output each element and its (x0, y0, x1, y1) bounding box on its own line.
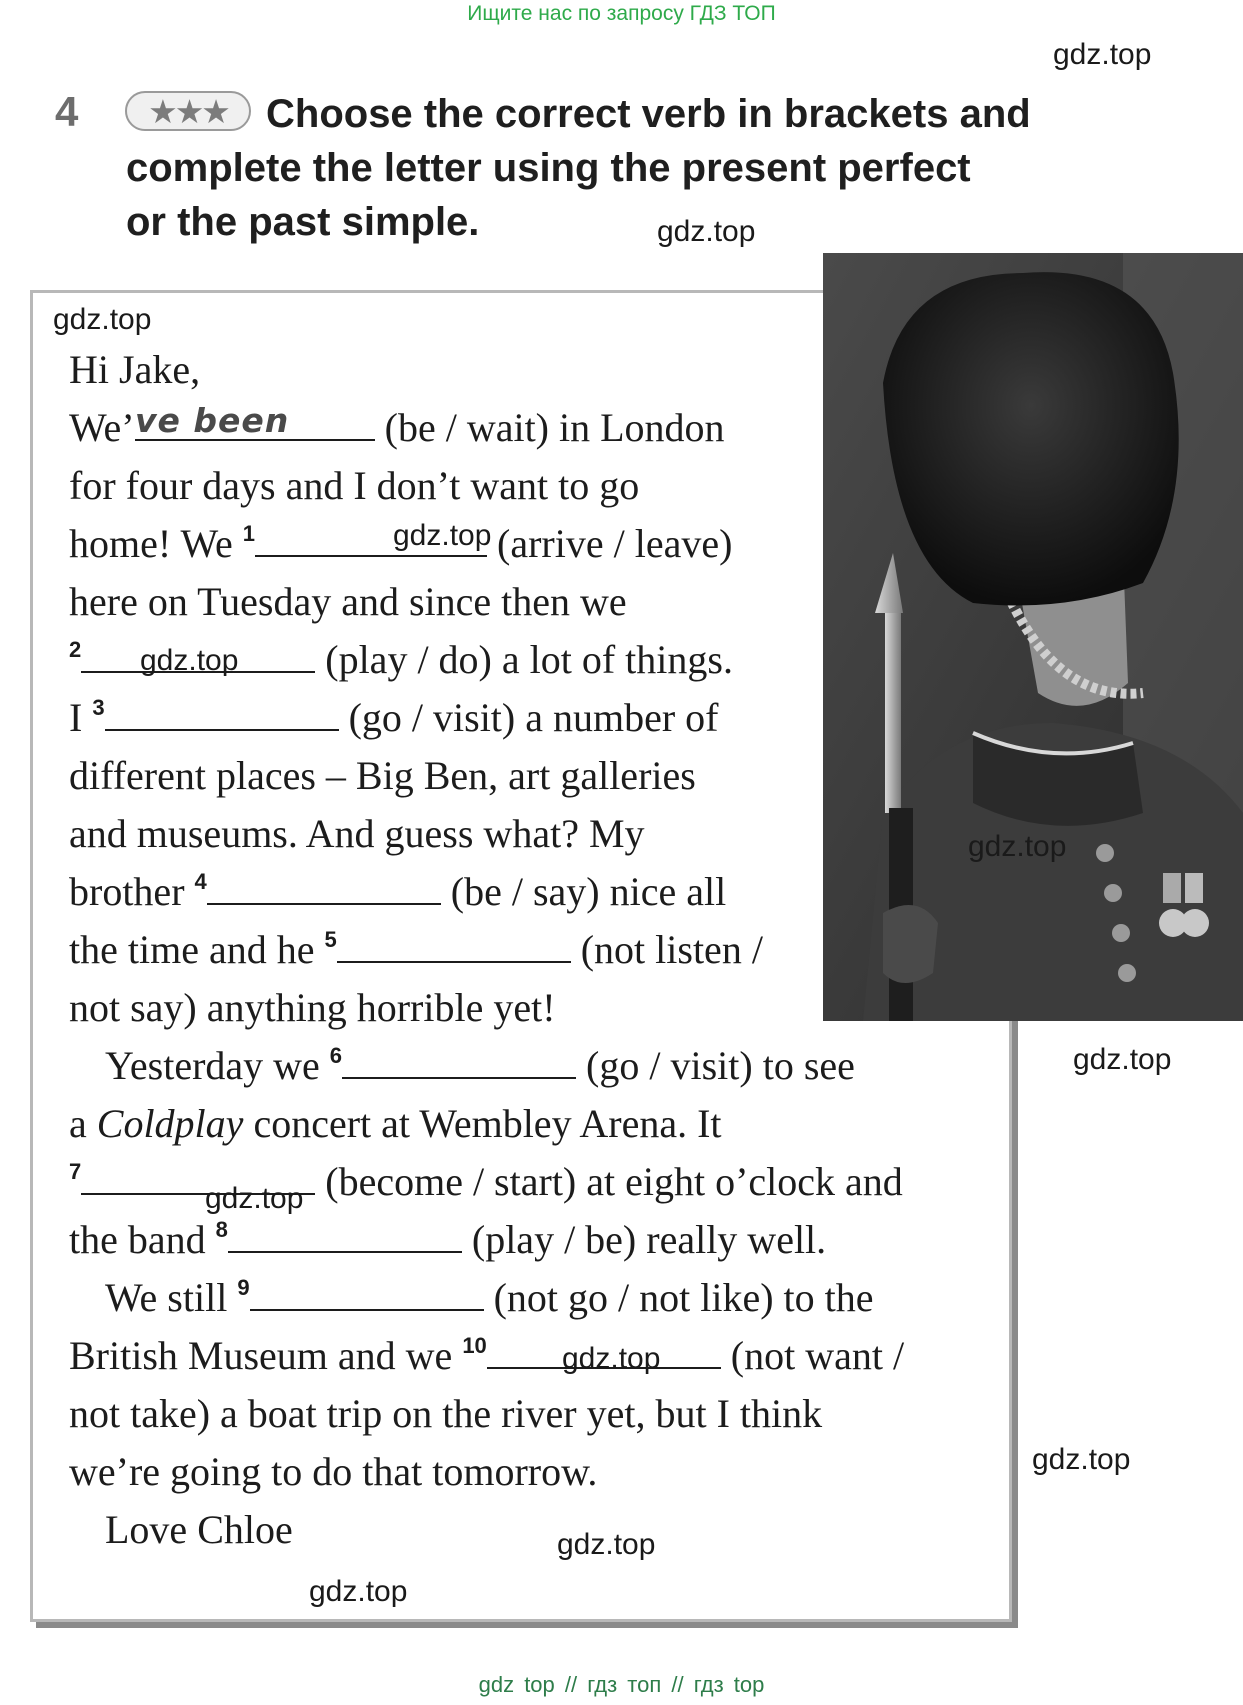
watermark: gdz.top (557, 1528, 656, 1561)
letter-text: British Museum and we (69, 1333, 463, 1378)
letter-line-15 (69, 1159, 903, 1204)
letter-greeting: Hi Jake, (69, 347, 201, 392)
letter-text: (arrive / leave) (487, 521, 733, 566)
gap-number: 1 (242, 521, 256, 546)
letter-text: (not want / (720, 1333, 905, 1378)
letter-line-16 (69, 1217, 827, 1262)
letter-signoff: Love Chloe (105, 1507, 293, 1552)
watermark: gdz.top (1073, 1043, 1172, 1076)
top-banner: Ищите нас по запросу ГДЗ ТОП (467, 2, 776, 25)
letter-text: Yesterday we (105, 1043, 330, 1088)
letter-text: We still (105, 1275, 238, 1320)
watermark: gdz.top (657, 215, 756, 248)
gap-number: 9 (237, 1275, 250, 1300)
answer-blank-5[interactable] (337, 931, 571, 963)
letter-text: (not go / not like) to the (483, 1275, 874, 1320)
difficulty-stars-icon: ★★★ (125, 91, 251, 131)
guard-bearskin-photo (823, 253, 1243, 1021)
watermark: gdz.top (968, 830, 1067, 863)
letter-line-14 (69, 1101, 722, 1146)
watermark: gdz.top (53, 303, 152, 336)
letter-text: (play / do) a lot of things. (315, 637, 733, 682)
letter-line-10 (69, 869, 727, 914)
gap-number: 5 (324, 927, 337, 952)
gap-number: 8 (215, 1217, 228, 1242)
instruction-line-1: Choose the correct verb in brackets and (266, 92, 1031, 136)
watermark: gdz.top (205, 1182, 304, 1215)
bottom-banner: gdz top // гдз топ // гдз top (478, 1672, 765, 1697)
letter-text: (not listen / (570, 927, 763, 972)
band-name: Coldplay (96, 1101, 244, 1146)
letter-line-12: not say) anything horrible yet! (69, 985, 556, 1030)
answer-blank-4[interactable] (207, 873, 441, 905)
letter-text: (play / be) really well. (461, 1217, 827, 1262)
letter-text: concert at Wembley Arena. It (243, 1101, 722, 1146)
letter-text: I (69, 695, 93, 740)
instruction-line-2: complete the letter using the present perfect (126, 146, 971, 190)
answer-blank-8[interactable] (228, 1221, 462, 1253)
letter-line-5: here on Tuesday and since then we (69, 579, 627, 624)
letter-text: We’ (69, 405, 135, 450)
letter-line-11 (69, 927, 763, 972)
guard-photo (823, 253, 1243, 1021)
watermark: gdz.top (140, 644, 239, 677)
gap-number: 4 (194, 869, 207, 894)
answer-blank-3[interactable] (105, 699, 339, 731)
gap-number: 2 (69, 637, 82, 662)
letter-text: home! We (69, 521, 243, 566)
gap-number: 3 (92, 695, 105, 720)
letter-line-8: different places – Big Ben, art galleries (69, 753, 696, 798)
watermark: gdz.top (562, 1342, 661, 1375)
gap-number: 6 (329, 1043, 343, 1068)
letter-text: the time and he (69, 927, 325, 972)
letter-text: the band (69, 1217, 216, 1262)
watermark: gdz.top (393, 519, 492, 552)
letter-text: a (69, 1101, 97, 1146)
gap-number: 7 (69, 1159, 82, 1184)
letter-text: (go / visit) to see (576, 1043, 855, 1088)
letter-text: (become / start) at eight o’clock and (315, 1159, 903, 1204)
watermark: gdz.top (1053, 38, 1152, 71)
letter-line-19: not take) a boat trip on the river yet, but I think (69, 1391, 823, 1436)
letter-line-3: for four days and I don’t want to go (69, 463, 640, 508)
exercise-number: 4 (55, 88, 79, 135)
letter-line-13 (105, 1043, 855, 1088)
letter-line-7 (69, 695, 719, 740)
letter-line-20: we’re going to do that tomorrow. (69, 1449, 598, 1494)
letter-line-18 (69, 1333, 905, 1378)
letter-line-17 (105, 1275, 874, 1320)
answer-blank-6[interactable] (342, 1047, 576, 1079)
letter-text: brother (69, 869, 195, 914)
gap-number: 10 (462, 1333, 487, 1358)
letter-text: (be / wait) in London (374, 405, 725, 450)
letter-text: (be / say) nice all (440, 869, 727, 914)
watermark: gdz.top (309, 1575, 408, 1608)
instruction-line-3: or the past simple. (126, 200, 480, 244)
watermark: gdz.top (1032, 1443, 1131, 1476)
letter-line-9: and museums. And guess what? My (69, 811, 645, 856)
example-answer: ve been (135, 401, 290, 440)
answer-blank-9[interactable] (250, 1279, 484, 1311)
letter-text: (go / visit) a number of (338, 695, 719, 740)
